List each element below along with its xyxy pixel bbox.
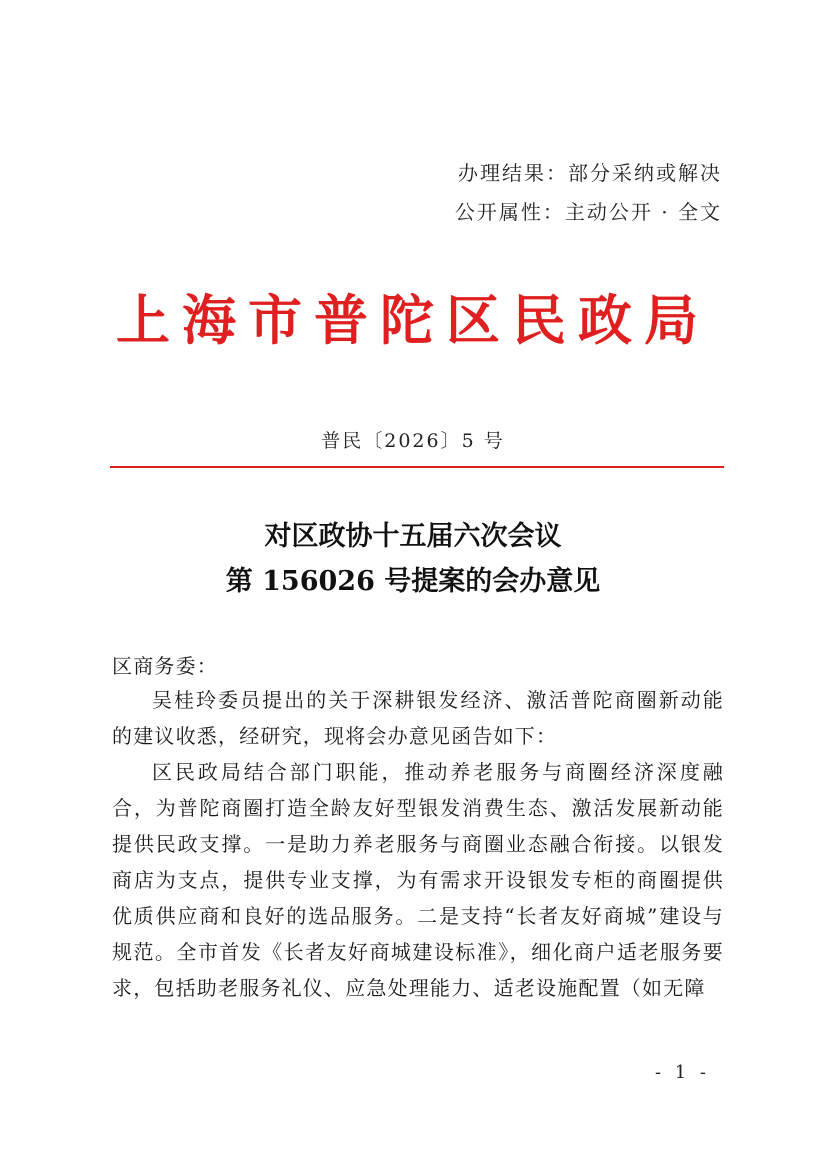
document-title-line-1: 对区政协十五届六次会议: [264, 521, 562, 552]
document-number: 普民〔2026〕5 号: [321, 430, 505, 452]
recipient: 区商务委：: [112, 654, 218, 678]
issuing-organization: 上海市普陀区民政局: [116, 288, 710, 352]
body-paragraph: 区民政局结合部门职能，推动养老服务与商圈经济深度融合，为普陀商圈打造全龄友好型银发消费生态、激活发展新动能提供民政支撑。一是助力养老服务与商圈业态融合衔接。以银发商店为支点，提供专业支撑，为有需求开设银发专柜的商圈提供优质供应商和良好的选品服务。二是支持“长者友好商城”建设与规范。全市首发《长者友好商城建设标准》，细化商户适老服务要求，包括助老服务礼仪、应急处理能力、适老设施配置（如无障: [112, 760, 724, 1000]
handling-result: 办理结果：部分采纳或解决: [458, 161, 722, 185]
document-title-line-2: 第 156026 号提案的会办意见: [225, 566, 601, 597]
page-number: - 1 -: [654, 1062, 710, 1083]
body-paragraph: 吴桂玲委员提出的关于深耕银发经济、激活普陀商圈新动能的建议收悉，经研究，现将会办意见函告如下：: [112, 688, 724, 748]
disclosure-attribute: 公开属性：主动公开 · 全文: [454, 200, 722, 224]
document-body: [112, 682, 724, 1006]
red-divider: [110, 466, 724, 468]
